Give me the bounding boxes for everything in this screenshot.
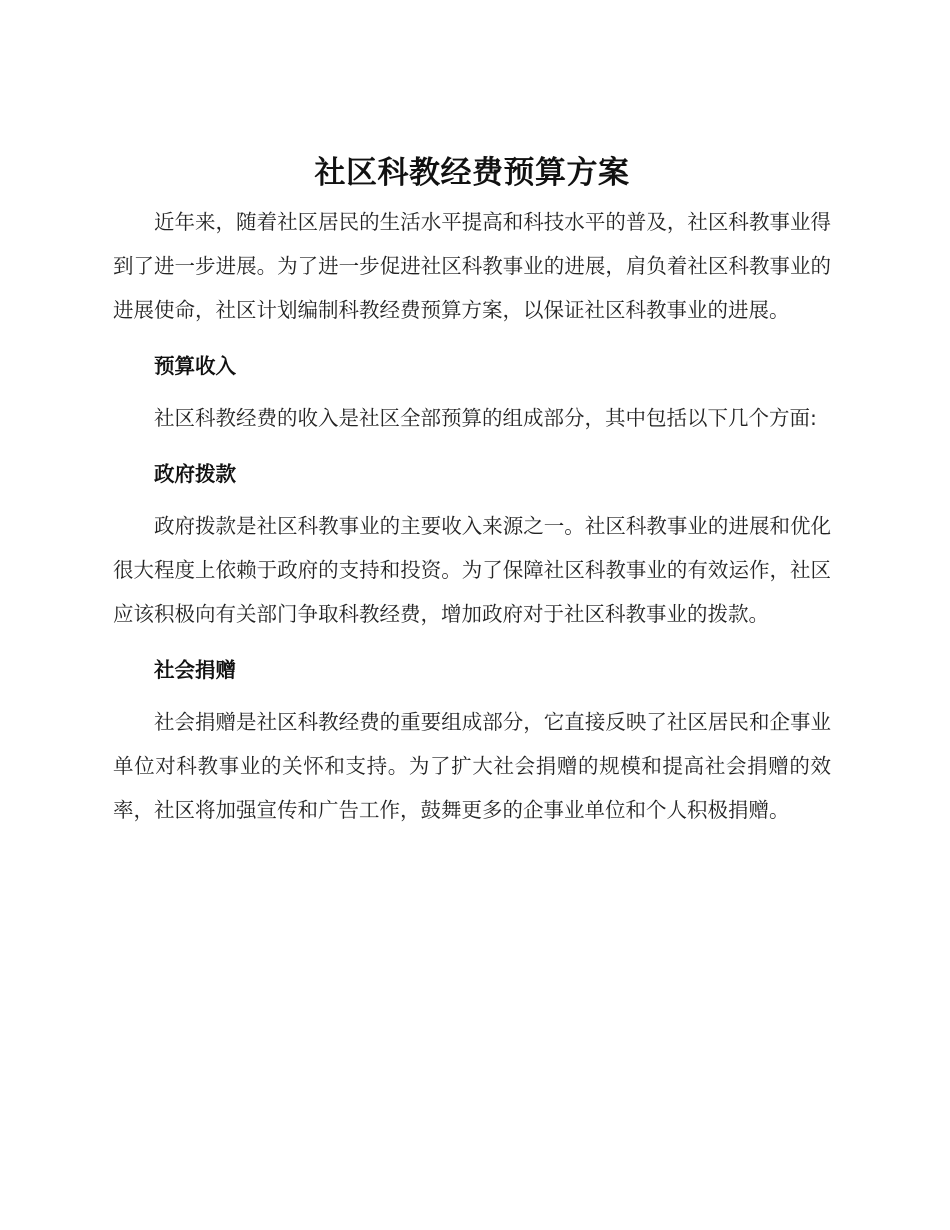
- section-heading-government-funding: 政府拨款: [154, 462, 236, 486]
- section-heading-social-donation: 社会捐赠: [154, 658, 236, 682]
- intro-paragraph: 近年来，随着社区居民的生活水平提高和科技水平的普及，社区科教事业得到了进一步进展。为了进一步促进社区科教事业的进展，肩负着社区科教事业的进展使命，社区计划编制科教经费预算方案，以保证社区科教事业的进展。: [113, 210, 831, 322]
- section-paragraph-social-donation: 社会捐赠是社区科教经费的重要组成部分，它直接反映了社区居民和企事业单位对科教事业的关怀和支持。为了扩大社会捐赠的规模和提高社会捐赠的效率，社区将加强宣传和广告工作，鼓舞更多的企事业单位和个人积极捐赠。: [113, 710, 831, 822]
- section-paragraph-government-funding: 政府拨款是社区科教事业的主要收入来源之一。社区科教事业的进展和优化很大程度上依赖于政府的支持和投资。为了保障社区科教事业的有效运作，社区应该积极向有关部门争取科教经费，增加政府对于社区科教事业的拨款。: [113, 514, 831, 626]
- section-paragraph-budget-income: 社区科教经费的收入是社区全部预算的组成部分，其中包括以下几个方面:: [154, 406, 817, 430]
- document-body: [113, 146, 831, 832]
- document-title: 社区科教经费预算方案: [314, 155, 630, 191]
- section-heading-budget-income: 预算收入: [154, 354, 236, 378]
